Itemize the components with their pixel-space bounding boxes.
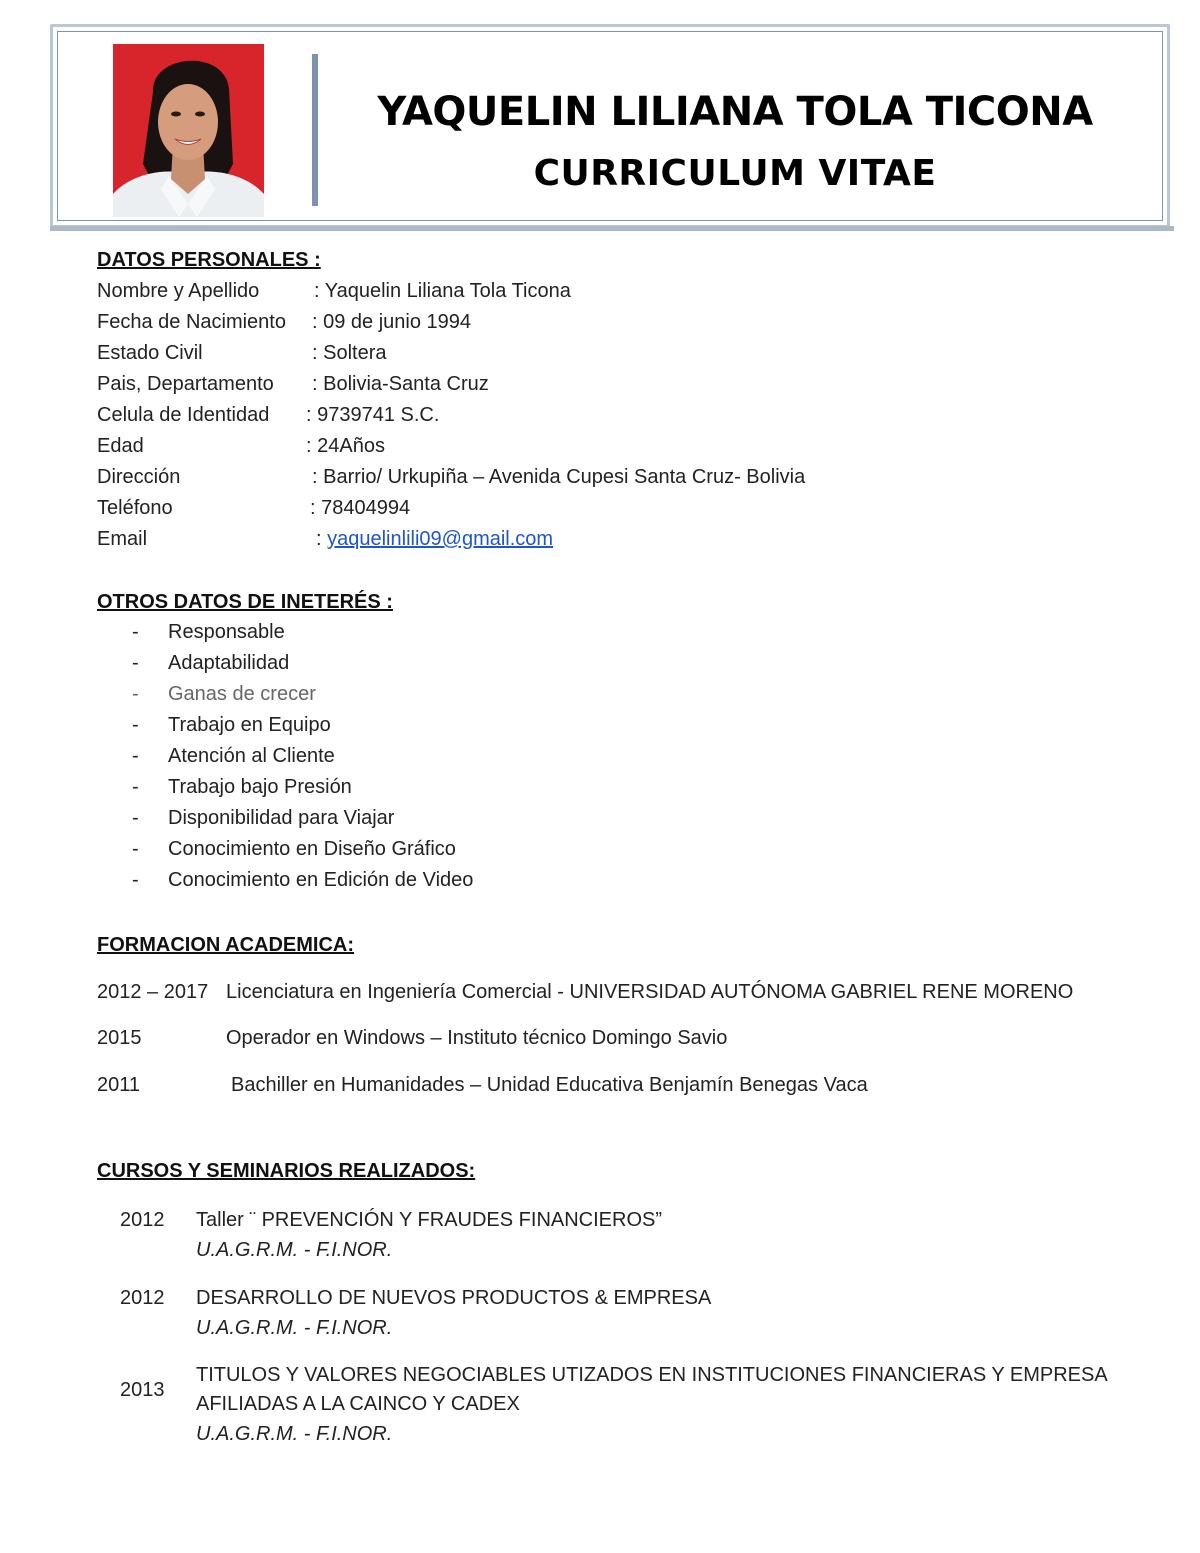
course-year: 2012	[120, 1209, 165, 1231]
interest-item: Conocimiento en Edición de Video	[168, 869, 474, 891]
personal-label: Pais, Departamento	[97, 373, 274, 395]
personal-label: Fecha de Nacimiento	[97, 311, 286, 333]
section-title-personal: DATOS PERSONALES :	[97, 249, 321, 271]
education-years: 2012 – 2017	[97, 981, 209, 1003]
personal-label: Email	[97, 528, 148, 550]
list-dash: -	[132, 683, 139, 705]
header-shadow	[50, 226, 1174, 231]
email-link[interactable]: yaquelinlili09@gmail.com	[327, 528, 554, 550]
personal-label: Estado Civil	[97, 342, 203, 364]
interest-item: Adaptabilidad	[168, 652, 290, 674]
personal-value: : Soltera	[312, 342, 387, 364]
list-dash: -	[132, 652, 139, 674]
course-organization: U.A.G.R.M. - F.I.NOR.	[196, 1317, 393, 1339]
list-dash: -	[132, 714, 139, 736]
interest-item: Disponibilidad para Viajar	[168, 807, 395, 829]
interest-item: Conocimiento en Diseño Gráfico	[168, 838, 456, 860]
section-title-interests: OTROS DATOS DE INETERÉS :	[97, 591, 393, 613]
header-divider	[312, 54, 318, 206]
interest-item: Trabajo bajo Presión	[168, 776, 352, 798]
education-years: 2015	[97, 1027, 142, 1049]
education-entry: Licenciatura en Ingeniería Comercial - UNIVERSIDAD AUTÓNOMA GABRIEL RENE MORENO	[226, 981, 1074, 1003]
email-colon: :	[316, 528, 322, 550]
document-title: CURRICULUM VITAE	[533, 153, 937, 194]
personal-value: : 78404994	[310, 497, 411, 519]
personal-value: : 09 de junio 1994	[312, 311, 472, 333]
list-dash: -	[132, 807, 139, 829]
section-title-courses: CURSOS Y SEMINARIOS REALIZADOS:	[97, 1160, 476, 1182]
course-organization: U.A.G.R.M. - F.I.NOR.	[196, 1423, 393, 1445]
personal-label: Celula de Identidad	[97, 404, 270, 426]
candidate-name: YAQUELIN LILIANA TOLA TICONA	[377, 89, 1093, 135]
personal-label: Nombre y Apellido	[97, 280, 260, 302]
list-dash: -	[132, 745, 139, 767]
list-dash: -	[132, 776, 139, 798]
section-title-education: FORMACION ACADEMICA:	[97, 934, 355, 956]
course-title: TITULOS Y VALORES NEGOCIABLES UTIZADOS EN INSTITUCIONES FINANCIERAS Y EMPRESA	[196, 1364, 1108, 1386]
personal-value: : Barrio/ Urkupiña – Avenida Cupesi Santa Cruz- Bolivia	[312, 466, 806, 488]
interest-item: Ganas de crecer	[168, 683, 316, 705]
education-entry: Operador en Windows – Instituto técnico Domingo Savio	[226, 1027, 728, 1049]
education-years: 2011	[97, 1074, 141, 1096]
education-entry: Bachiller en Humanidades – Unidad Educativa Benjamín Benegas Vaca	[231, 1074, 868, 1096]
personal-value: : 9739741 S.C.	[306, 404, 440, 426]
list-dash: -	[132, 621, 139, 643]
personal-value: : Yaquelin Liliana Tola Ticona	[314, 280, 571, 302]
profile-photo	[113, 44, 264, 217]
portrait-image	[113, 44, 264, 217]
personal-label: Dirección	[97, 466, 181, 488]
personal-value: : 24Años	[306, 435, 385, 457]
course-title-continued: AFILIADAS A LA CAINCO Y CADEX	[196, 1393, 520, 1415]
personal-value	[316, 529, 553, 549]
personal-label: Teléfono	[97, 497, 173, 519]
course-title: DESARROLLO DE NUEVOS PRODUCTOS & EMPRESA	[196, 1287, 712, 1309]
interest-item: Atención al Cliente	[168, 745, 335, 767]
course-year: 2012	[120, 1287, 165, 1309]
interest-item: Responsable	[168, 621, 285, 643]
course-organization: U.A.G.R.M. - F.I.NOR.	[196, 1239, 393, 1261]
personal-label: Edad	[97, 435, 144, 457]
list-dash: -	[132, 838, 139, 860]
course-title: Taller ¨ PREVENCIÓN Y FRAUDES FINANCIEROS”	[196, 1209, 663, 1231]
personal-value: : Bolivia-Santa Cruz	[312, 373, 489, 395]
course-year: 2013	[120, 1379, 165, 1401]
list-dash: -	[132, 869, 139, 891]
interest-item: Trabajo en Equipo	[168, 714, 331, 736]
